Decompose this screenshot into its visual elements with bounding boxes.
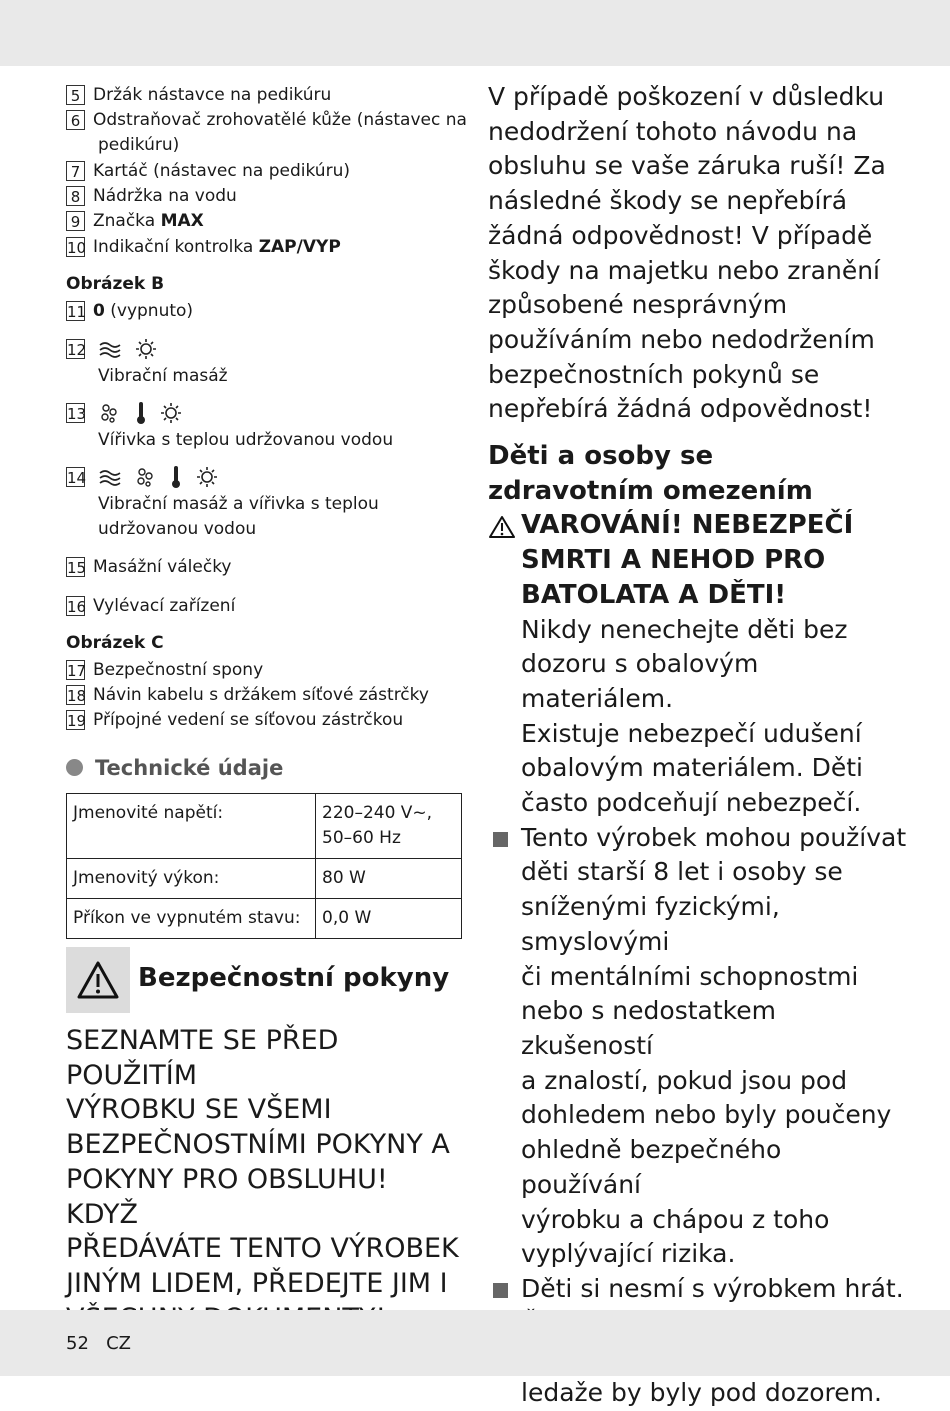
square-bullet-icon — [493, 832, 508, 847]
cell-value: 50–60 Hz — [322, 828, 401, 848]
text-line: Děti a osoby se — [488, 441, 714, 472]
item-text-continued: pedikúru) — [98, 135, 180, 155]
text-line: výrobku a chápou z toho — [521, 1204, 830, 1234]
text-line: SEZNAMTE SE PŘED POUŽITÍM — [66, 1025, 339, 1091]
bullet-item — [488, 821, 908, 1272]
item-text: Značka — [93, 211, 161, 231]
text-line: sníženými fyzickými, smyslovými — [521, 892, 780, 956]
item-number: 6 — [66, 110, 85, 130]
text-line: POKYNY PRO OBSLUHU! KDYŽ — [66, 1163, 388, 1230]
list-item — [66, 401, 189, 426]
item-text-bold: ZAP/VYP — [258, 237, 341, 257]
item-number: 7 — [66, 161, 85, 181]
text-line: žádná odpovědnost! V případě — [488, 220, 873, 250]
text-line: způsobené nesprávným — [488, 290, 788, 320]
text-line: děti starší 8 let i osoby se — [521, 857, 843, 887]
table-cell: Příkon ve vypnutém stavu: — [67, 899, 316, 939]
list-item — [66, 337, 164, 362]
text-line: obalovým materiálem. Děti — [521, 753, 863, 783]
item-text-continued: udržovanou vodou — [98, 519, 257, 539]
item-text: Držák nástavce na pedikúru — [93, 85, 332, 105]
text-line: Tento výrobek mohou používat — [521, 822, 907, 852]
item-number: 10 — [67, 239, 87, 257]
text-line: ohledně bezpečného používání — [521, 1135, 782, 1199]
light-icon — [134, 338, 158, 360]
warning-icon — [76, 960, 120, 1000]
table-cell: Jmenovitý výkon: — [67, 859, 316, 899]
item-number: 16 — [67, 598, 87, 616]
bubbles-icon — [98, 402, 122, 424]
cell-value: 220–240 V~, — [322, 803, 433, 823]
list-item — [66, 555, 232, 580]
item-text: Bezpečnostní spony — [93, 660, 264, 680]
item-number: 19 — [67, 712, 87, 730]
text-line: dozoru s obalovým materiálem. — [521, 649, 759, 713]
section-heading — [488, 439, 908, 508]
page-footer — [66, 1333, 131, 1354]
list-item — [66, 465, 225, 490]
item-text: (vypnuto) — [104, 301, 194, 321]
text-line: Děti si nesmí s výrobkem hrát. — [521, 1273, 904, 1303]
language-code: CZ — [106, 1333, 131, 1354]
text-line: BEZPEČNOSTNÍMI POKYNY A — [66, 1129, 450, 1161]
list-item — [66, 235, 341, 260]
item-text: Návin kabelu s držákem síťové zástrčky — [93, 685, 429, 705]
page-number: 52 — [66, 1333, 89, 1354]
text-line: škody na majetku nebo zranění — [488, 255, 881, 285]
item-text-bold: 0 — [93, 301, 105, 321]
safety-caps-text — [66, 1024, 466, 1336]
list-item — [66, 209, 204, 234]
item-text: Vylévací zařízení — [93, 596, 236, 616]
text-line: nebo s nedostatkem zkušeností — [521, 996, 776, 1060]
item-text: Vibrační masáž a vířivka s teplou — [98, 494, 379, 514]
warning-text — [488, 613, 908, 821]
warning-heading — [488, 508, 908, 612]
item-number: 17 — [67, 662, 87, 680]
text-line: a znalostí, pokud jsou pod — [521, 1065, 848, 1095]
light-icon — [159, 402, 183, 424]
text-line: PŘEDÁVÁTE TENTO VÝROBEK — [66, 1233, 459, 1265]
tech-title-text: Technické údaje — [95, 756, 284, 780]
item-text: Vibrační masáž — [98, 366, 228, 386]
bubbles-icon — [134, 466, 158, 488]
text-line: Existuje nebezpečí udušení — [521, 718, 862, 748]
table-row — [67, 899, 462, 939]
figure-c-heading: Obrázek C — [66, 633, 164, 653]
thermometer-icon — [169, 465, 183, 489]
table-cell: 80 W — [316, 859, 462, 899]
text-line: nedodržení tohoto návodu na — [488, 116, 858, 146]
item-text: Indikační kontrolka — [93, 237, 259, 257]
item-number: 13 — [67, 405, 87, 423]
intro-paragraph — [488, 80, 908, 427]
text-line: VÝROBKU SE VŠEMI — [66, 1094, 332, 1126]
text-line: VAROVÁNÍ! NEBEZPEČÍ — [521, 510, 854, 541]
text-line: zdravotním omezením — [488, 475, 813, 506]
text-line: nepřebírá žádná odpovědnost! — [488, 394, 873, 424]
item-number: 11 — [67, 303, 87, 321]
text-line: BATOLATA A DĚTI! — [521, 579, 787, 610]
text-line: bezpečnostních pokynů se — [488, 359, 820, 389]
bullet-dot-icon — [66, 759, 83, 776]
text-line: používáním nebo nedodržením — [488, 324, 875, 354]
item-number: 8 — [66, 186, 85, 206]
text-line: dohledem nebo byly poučeny — [521, 1100, 892, 1130]
text-line: Nikdy nenechejte děti bez — [521, 614, 848, 644]
light-icon — [195, 466, 219, 488]
text-line: SMRTI A NEHOD PRO — [521, 545, 826, 576]
square-bullet-icon — [493, 1283, 508, 1298]
tech-table — [66, 793, 462, 939]
list-item — [66, 683, 429, 708]
safety-heading: Bezpečnostní pokyny — [138, 963, 450, 993]
item-number: 14 — [67, 469, 87, 487]
item-text: Masážní válečky — [93, 557, 232, 577]
table-row — [67, 794, 462, 859]
item-text: Kartáč (nástavec na pedikúru) — [93, 161, 350, 181]
table-cell — [316, 794, 462, 859]
list-item — [66, 594, 235, 619]
list-item — [66, 708, 403, 733]
table-row — [67, 859, 462, 899]
table-cell: Jmenovité napětí: — [67, 794, 316, 859]
thermometer-icon — [134, 401, 148, 425]
item-text: Odstraňovač zrohovatělé kůže (nástavec na — [93, 110, 467, 130]
table-cell: 0,0 W — [316, 899, 462, 939]
item-text-bold: MAX — [160, 211, 204, 231]
text-line: JINÝM LIDEM, PŘEDEJTE JIM I — [66, 1267, 448, 1299]
list-item — [66, 159, 350, 184]
vibration-icon — [98, 339, 122, 359]
text-line: často podceňují nebezpečí. — [521, 788, 862, 818]
item-number: 12 — [67, 341, 87, 359]
warning-icon — [488, 515, 516, 539]
tech-section-heading — [66, 756, 283, 780]
text-line: či mentálními schopnostmi — [521, 961, 859, 991]
bullet-item — [488, 1272, 908, 1307]
item-number: 18 — [67, 687, 87, 705]
item-number: 15 — [67, 559, 87, 577]
list-item — [66, 658, 263, 683]
list-item — [66, 83, 331, 108]
list-item — [66, 299, 193, 324]
header-band — [0, 0, 950, 66]
item-number: 5 — [66, 85, 85, 105]
text-line: následné škody se nepřebírá — [488, 186, 848, 216]
item-number: 9 — [66, 211, 85, 231]
warning-icon-box — [66, 947, 130, 1013]
figure-b-heading: Obrázek B — [66, 274, 165, 294]
list-item — [66, 184, 237, 209]
text-line: V případě poškození v důsledku — [488, 82, 885, 111]
text-line: obsluhu se vaše záruka ruší! Za — [488, 151, 886, 181]
right-column — [488, 80, 908, 1411]
list-item — [66, 108, 467, 133]
vibration-icon — [98, 467, 122, 487]
item-text: Přípojné vedení se síťovou zástrčkou — [93, 710, 404, 730]
text-line: ledaže by byly pod dozorem. — [521, 1378, 882, 1408]
item-text: Vířivka s teplou udržovanou vodou — [98, 430, 394, 450]
text-line: vyplývající rizika. — [521, 1239, 736, 1269]
footer-band — [0, 1310, 950, 1376]
item-text: Nádržka na vodu — [93, 186, 237, 206]
